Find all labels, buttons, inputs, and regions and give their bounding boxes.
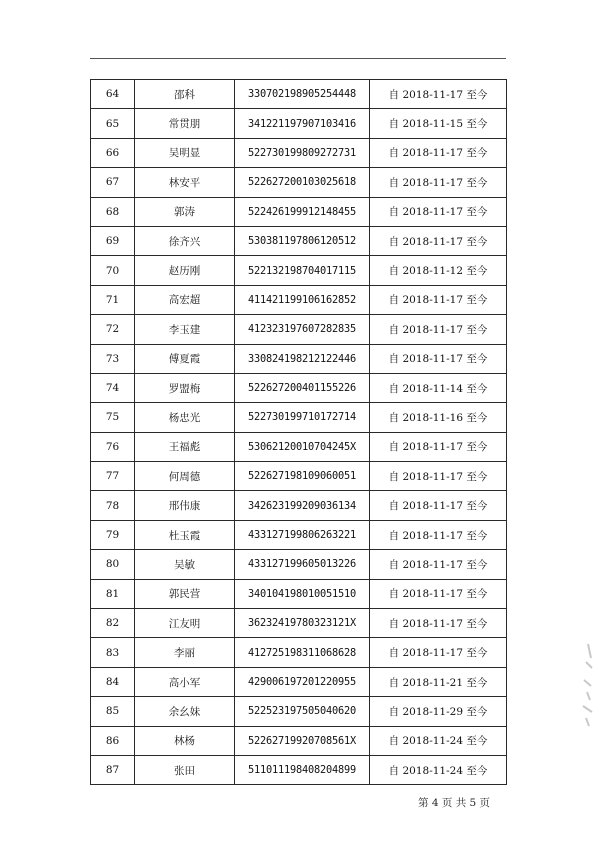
start-date-cell: 自 2018-11-17 至今 — [370, 80, 507, 109]
start-date-cell: 自 2018-11-17 至今 — [370, 462, 507, 491]
start-date-cell: 自 2018-11-17 至今 — [370, 197, 507, 226]
start-date-cell: 自 2018-11-17 至今 — [370, 315, 507, 344]
row-number-cell: 82 — [91, 609, 135, 638]
id-number-cell: 522426199912148455 — [235, 197, 370, 226]
row-number-cell: 69 — [91, 226, 135, 255]
row-number-cell: 80 — [91, 550, 135, 579]
name-cell: 邢伟康 — [135, 491, 235, 520]
id-number-cell: 429006197201220955 — [235, 667, 370, 696]
row-number-cell: 79 — [91, 520, 135, 549]
name-cell: 李丽 — [135, 638, 235, 667]
name-cell: 林安平 — [135, 168, 235, 197]
name-cell: 林杨 — [135, 726, 235, 755]
start-date-cell: 自 2018-11-17 至今 — [370, 344, 507, 373]
id-number-cell: 433127199806263221 — [235, 520, 370, 549]
name-cell: 张田 — [135, 755, 235, 784]
start-date-cell: 自 2018-11-17 至今 — [370, 432, 507, 461]
name-cell: 杜玉霞 — [135, 520, 235, 549]
row-number-cell: 87 — [91, 755, 135, 784]
id-number-cell: 522132198704017115 — [235, 256, 370, 285]
name-cell: 傅夏霞 — [135, 344, 235, 373]
table-row — [91, 579, 507, 608]
row-number-cell: 70 — [91, 256, 135, 285]
id-number-cell: 411421199106162852 — [235, 285, 370, 314]
name-cell: 李玉建 — [135, 315, 235, 344]
start-date-cell: 自 2018-11-17 至今 — [370, 638, 507, 667]
row-number-cell: 72 — [91, 315, 135, 344]
roster-body — [91, 80, 507, 785]
seal-stamp-fragment — [564, 640, 594, 730]
table-row — [91, 432, 507, 461]
name-cell: 常贯朋 — [135, 109, 235, 138]
table-row — [91, 462, 507, 491]
table-row — [91, 667, 507, 696]
table-row — [91, 109, 507, 138]
id-number-cell: 412725198311068628 — [235, 638, 370, 667]
start-date-cell: 自 2018-11-17 至今 — [370, 579, 507, 608]
name-cell: 江友明 — [135, 609, 235, 638]
id-number-cell: 342623199209036134 — [235, 491, 370, 520]
row-number-cell: 86 — [91, 726, 135, 755]
id-number-cell: 522523197505040620 — [235, 697, 370, 726]
id-number-cell: 36232419780323121X — [235, 609, 370, 638]
start-date-cell: 自 2018-11-14 至今 — [370, 373, 507, 402]
roster-table — [90, 79, 507, 785]
row-number-cell: 71 — [91, 285, 135, 314]
table-row — [91, 638, 507, 667]
row-number-cell: 64 — [91, 80, 135, 109]
id-number-cell: 340104198010051510 — [235, 579, 370, 608]
row-number-cell: 67 — [91, 168, 135, 197]
table-row — [91, 168, 507, 197]
id-number-cell: 522627200401155226 — [235, 373, 370, 402]
table-row — [91, 256, 507, 285]
row-number-cell: 81 — [91, 579, 135, 608]
start-date-cell: 自 2018-11-17 至今 — [370, 285, 507, 314]
start-date-cell: 自 2018-11-24 至今 — [370, 726, 507, 755]
row-number-cell: 84 — [91, 667, 135, 696]
id-number-cell: 330702198905254448 — [235, 80, 370, 109]
table-row — [91, 138, 507, 167]
id-number-cell: 511011198408204899 — [235, 755, 370, 784]
start-date-cell: 自 2018-11-12 至今 — [370, 256, 507, 285]
table-row — [91, 550, 507, 579]
id-number-cell: 522730199809272731 — [235, 138, 370, 167]
row-number-cell: 74 — [91, 373, 135, 402]
table-row — [91, 403, 507, 432]
table-row — [91, 697, 507, 726]
table-row — [91, 315, 507, 344]
table-row — [91, 344, 507, 373]
start-date-cell: 自 2018-11-17 至今 — [370, 168, 507, 197]
id-number-cell: 433127199605013226 — [235, 550, 370, 579]
page-number: 第 4 页 共 5 页 — [418, 797, 491, 809]
table-row — [91, 226, 507, 255]
start-date-cell: 自 2018-11-15 至今 — [370, 109, 507, 138]
name-cell: 郭涛 — [135, 197, 235, 226]
row-number-cell: 83 — [91, 638, 135, 667]
row-number-cell: 68 — [91, 197, 135, 226]
id-number-cell: 530381197806120512 — [235, 226, 370, 255]
id-number-cell: 522627200103025618 — [235, 168, 370, 197]
name-cell: 高小军 — [135, 667, 235, 696]
name-cell: 吴明显 — [135, 138, 235, 167]
id-number-cell: 522627198109060051 — [235, 462, 370, 491]
table-row — [91, 755, 507, 784]
id-number-cell: 330824198212122446 — [235, 344, 370, 373]
row-number-cell: 65 — [91, 109, 135, 138]
name-cell: 高宏超 — [135, 285, 235, 314]
start-date-cell: 自 2018-11-16 至今 — [370, 403, 507, 432]
row-number-cell: 78 — [91, 491, 135, 520]
id-number-cell: 341221197907103416 — [235, 109, 370, 138]
table-row — [91, 491, 507, 520]
start-date-cell: 自 2018-11-29 至今 — [370, 697, 507, 726]
table-row — [91, 373, 507, 402]
row-number-cell: 76 — [91, 432, 135, 461]
row-number-cell: 85 — [91, 697, 135, 726]
row-number-cell: 66 — [91, 138, 135, 167]
name-cell: 王福彪 — [135, 432, 235, 461]
row-number-cell: 75 — [91, 403, 135, 432]
row-number-cell: 73 — [91, 344, 135, 373]
id-number-cell: 53062120010704245X — [235, 432, 370, 461]
table-row — [91, 726, 507, 755]
id-number-cell: 522730199710172714 — [235, 403, 370, 432]
start-date-cell: 自 2018-11-21 至今 — [370, 667, 507, 696]
name-cell: 何周德 — [135, 462, 235, 491]
start-date-cell: 自 2018-11-17 至今 — [370, 491, 507, 520]
name-cell: 邵科 — [135, 80, 235, 109]
id-number-cell: 412323197607282835 — [235, 315, 370, 344]
start-date-cell: 自 2018-11-17 至今 — [370, 609, 507, 638]
start-date-cell: 自 2018-11-24 至今 — [370, 755, 507, 784]
table-row — [91, 520, 507, 549]
start-date-cell: 自 2018-11-17 至今 — [370, 520, 507, 549]
name-cell: 吴敏 — [135, 550, 235, 579]
start-date-cell: 自 2018-11-17 至今 — [370, 138, 507, 167]
table-row — [91, 197, 507, 226]
name-cell: 杨忠光 — [135, 403, 235, 432]
id-number-cell: 52262719920708561X — [235, 726, 370, 755]
start-date-cell: 自 2018-11-17 至今 — [370, 226, 507, 255]
name-cell: 罗盟梅 — [135, 373, 235, 402]
row-number-cell: 77 — [91, 462, 135, 491]
table-row — [91, 609, 507, 638]
table-row — [91, 80, 507, 109]
header-rule — [90, 58, 506, 59]
table-row — [91, 285, 507, 314]
name-cell: 徐齐兴 — [135, 226, 235, 255]
name-cell: 郭民营 — [135, 579, 235, 608]
start-date-cell: 自 2018-11-17 至今 — [370, 550, 507, 579]
name-cell: 赵历刚 — [135, 256, 235, 285]
name-cell: 余幺妹 — [135, 697, 235, 726]
